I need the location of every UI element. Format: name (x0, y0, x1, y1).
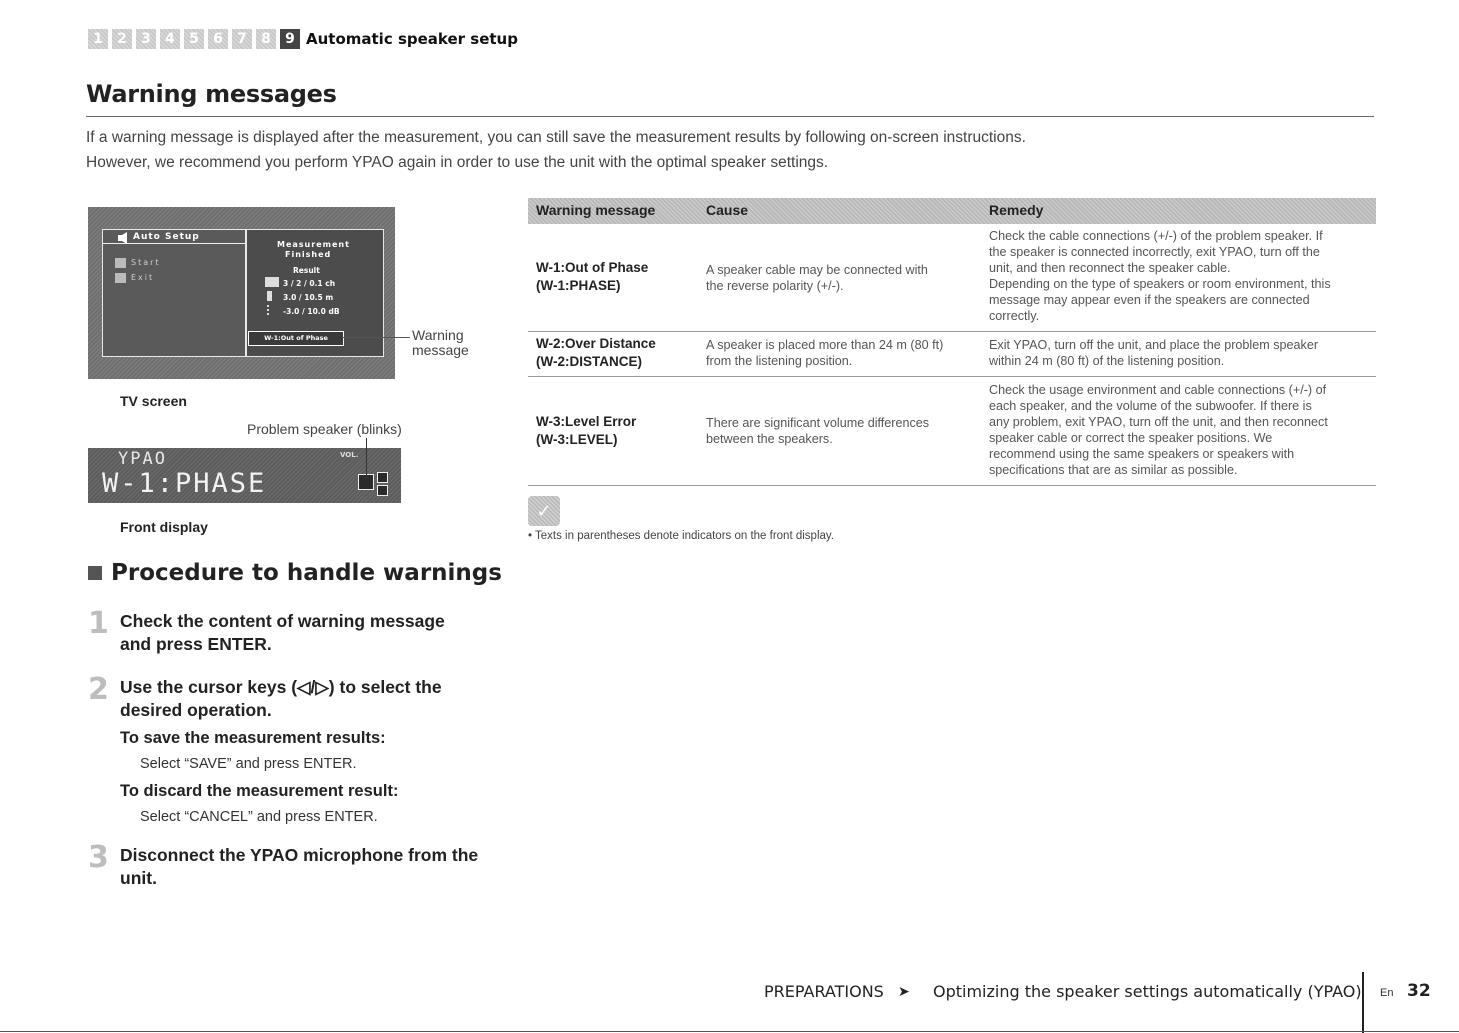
intro-text (86, 125, 1026, 175)
step-1-line-1: Check the content of warning message (120, 611, 445, 631)
table-row (528, 377, 1376, 486)
row-3-remedy-line-5: recommend using the same speakers or speakers with (989, 447, 1295, 461)
save-results-heading: To save the measurement results: (120, 729, 386, 747)
row-2-cause-line-1: A speaker is placed more than 24 m (80 ft) (706, 338, 944, 352)
row-3-remedy (989, 382, 1328, 478)
tv-title: Auto Setup (103, 230, 245, 244)
row-2-cause-line-2: from the listening position. (706, 354, 853, 368)
column-header-cause: Cause (706, 202, 749, 218)
row-1-message (536, 259, 648, 295)
footer-subsection-link[interactable]: Optimizing the speaker settings automatically (YPAO) (933, 982, 1362, 1001)
row-1-cause-line-1: A speaker cable may be connected with (706, 263, 928, 277)
note-icon: ✓ (528, 496, 560, 526)
procedure-title: Procedure to handle warnings (111, 560, 502, 586)
exit-icon (115, 273, 126, 283)
step-tab-3[interactable]: 3 (136, 29, 156, 49)
title-divider (86, 116, 1374, 117)
tv-warning-box (248, 331, 344, 346)
row-2-message-name: W-2:Over Distance (536, 336, 656, 351)
start-icon (115, 258, 126, 268)
level-icon (267, 305, 274, 315)
row-3-cause (706, 415, 929, 447)
row-1-message-name: W-1:Out of Phase (536, 260, 649, 275)
tv-result-channels: 3 / 2 / 0.1 ch (283, 279, 336, 288)
step-tab-6[interactable]: 6 (208, 29, 228, 49)
row-2-message-indicator: (W-2:DISTANCE) (536, 354, 642, 369)
step-tab-7[interactable]: 7 (232, 29, 252, 49)
row-1-remedy-line-3: unit, and then reconnect the speaker cable. (989, 261, 1231, 275)
channel-icon (265, 277, 279, 287)
step-1-text (120, 610, 445, 656)
step-1-line-2: and press ENTER. (120, 634, 272, 654)
tv-menu-panel (102, 229, 246, 357)
tv-result-level: -3.0 / 10.0 dB (283, 307, 340, 316)
discard-result-text: Select “CANCEL” and press ENTER. (140, 809, 378, 825)
front-display-main-text: W-1:PHASE (102, 468, 267, 499)
tv-status-1: Measurement (277, 240, 350, 249)
tv-screen-illustration (88, 207, 395, 379)
intro-line-2: However, we recommend you perform YPAO again in order to use the unit with the optimal speaker settings. (86, 154, 829, 171)
row-2-remedy-line-1: Exit YPAO, turn off the unit, and place the problem speaker (989, 338, 1319, 352)
row-3-remedy-line-4: speaker cable or correct the speaker positions. We (989, 431, 1273, 445)
row-3-cause-line-1: There are significant volume differences (706, 416, 930, 430)
row-3-message-indicator: (W-3:LEVEL) (536, 432, 618, 447)
page-number: 32 (1407, 981, 1431, 1001)
step-tab-9-active[interactable]: 9 (280, 29, 300, 49)
tv-result-distance: 3.0 / 10.5 m (283, 293, 334, 302)
row-2-remedy-line-2: within 24 m (80 ft) of the listening position. (989, 354, 1225, 368)
step-tab-1[interactable]: 1 (88, 29, 108, 49)
tv-screen-caption: TV screen (120, 393, 187, 409)
row-1-cause-line-2: the reverse polarity (+/-). (706, 279, 844, 293)
row-3-remedy-line-6: specifications that are as similar as possible. (989, 463, 1238, 477)
speaker-indicator-icon-3 (377, 485, 388, 496)
footer-section-link[interactable]: PREPARATIONS (764, 982, 884, 1001)
tv-result-label: Result (293, 266, 320, 275)
row-1-cause (706, 262, 928, 294)
step-number-1: 1 (88, 606, 109, 641)
row-1-message-indicator: (W-1:PHASE) (536, 278, 621, 293)
row-3-message-name: W-3:Level Error (536, 414, 637, 429)
table-row (528, 224, 1376, 332)
speaker-indicator-icon-2 (377, 472, 388, 483)
callout-line-1: Warning (412, 327, 464, 343)
row-2-message (536, 335, 656, 371)
section-title: Automatic speaker setup (306, 30, 518, 48)
warning-table (528, 198, 1376, 486)
step-3-line-2: unit. (120, 868, 157, 888)
row-1-remedy-line-6: correctly. (989, 309, 1040, 323)
distance-icon (267, 291, 272, 301)
step-number-2: 2 (88, 672, 109, 707)
step-3-text (120, 844, 478, 890)
problem-speaker-label: Problem speaker (blinks) (247, 421, 402, 437)
row-3-cause-line-2: between the speakers. (706, 432, 833, 446)
step-tab-4[interactable]: 4 (160, 29, 180, 49)
step-2-line-1: Use the cursor keys (◁/▷) to select the (120, 677, 442, 697)
footer-language: En (1380, 987, 1394, 999)
front-display-illustration (88, 448, 401, 503)
row-3-message (536, 413, 636, 449)
intro-line-1: If a warning message is displayed after the measurement, you can still save the measurement results by following on-screen instructions. (86, 129, 1026, 146)
bottom-rule (0, 1031, 1459, 1032)
tv-menu-exit: Exit (131, 273, 155, 282)
row-1-remedy-line-2: the speaker is connected incorrectly, exit YPAO, turn off the (989, 245, 1320, 259)
table-header (528, 198, 1376, 224)
callout-line-2: message (412, 342, 469, 358)
table-row (528, 332, 1376, 377)
row-2-cause (706, 337, 943, 369)
procedure-heading (88, 560, 502, 586)
front-display-vol-label: VOL. (340, 451, 359, 459)
step-3-line-1: Disconnect the YPAO microphone from the (120, 845, 479, 865)
column-header-remedy: Remedy (989, 202, 1044, 218)
row-3-remedy-line-1: Check the usage environment and cable connections (+/-) of (989, 383, 1327, 397)
step-2-line-2: desired operation. (120, 700, 272, 720)
step-navigation (88, 28, 518, 50)
arrow-right-icon: ➤ (898, 984, 910, 1000)
step-number-3: 3 (88, 840, 109, 875)
step-tab-2[interactable]: 2 (112, 29, 132, 49)
row-3-remedy-line-2: each speaker, and the volume of the subwoofer. If there is (989, 399, 1312, 413)
tv-menu-start: Start (131, 258, 161, 267)
tv-warning-text: W-1:Out of Phase (264, 334, 328, 342)
callout-line (342, 337, 410, 338)
tv-status-2: Finished (285, 250, 332, 259)
speaker-icon (117, 231, 130, 243)
row-2-remedy (989, 337, 1318, 369)
page-title: Warning messages (86, 80, 337, 108)
column-header-warning-message: Warning message (536, 202, 656, 218)
front-display-top-text: YPAO (118, 449, 167, 469)
front-display-caption: Front display (120, 519, 208, 535)
heading-square-icon (88, 566, 102, 580)
footer-divider (1362, 972, 1364, 1033)
step-2-text (120, 676, 442, 722)
row-1-remedy-line-5: message may appear even if the speakers are connected (989, 293, 1310, 307)
step-tab-8[interactable]: 8 (256, 29, 276, 49)
row-3-remedy-line-3: any problem, exit YPAO, turn off the unit, and then reconnect (989, 415, 1328, 429)
problem-speaker-pointer (366, 438, 367, 478)
save-results-text: Select “SAVE” and press ENTER. (140, 756, 357, 772)
row-1-remedy-line-1: Check the cable connections (+/-) of the problem speaker. If (989, 229, 1323, 243)
table-note: • Texts in parentheses denote indicators on the front display. (528, 530, 834, 542)
discard-result-heading: To discard the measurement result: (120, 782, 399, 800)
step-tab-5[interactable]: 5 (184, 29, 204, 49)
row-1-remedy (989, 228, 1331, 324)
row-1-remedy-line-4: Depending on the type of speakers or room environment, this (989, 277, 1331, 291)
warning-callout (412, 328, 469, 358)
